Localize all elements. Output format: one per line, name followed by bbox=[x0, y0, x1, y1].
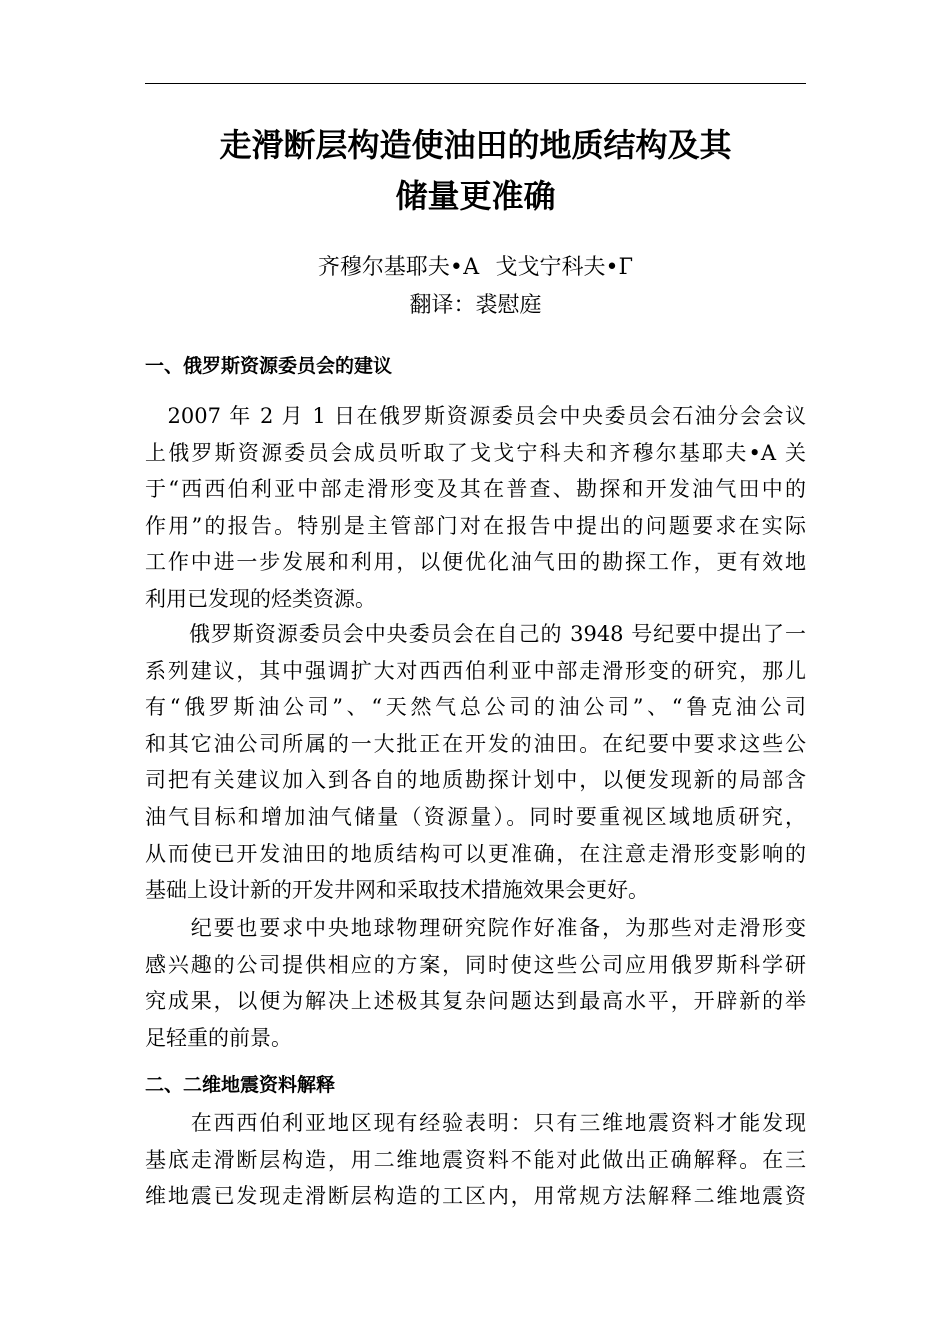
section-heading-1: 一、俄罗斯资源委员会的建议 bbox=[145, 355, 393, 377]
paragraph-line: 在西西伯利亚地区现有经验表明：只有三维地震资料才能发现 bbox=[145, 1111, 806, 1135]
paragraph-line: 系列建议，其中强调扩大对西西伯利亚中部走滑形变的研究，那儿 bbox=[145, 658, 806, 683]
paragraph-line: 油气目标和增加油气储量（资源量）。同时要重视区域地质研究， bbox=[145, 804, 806, 829]
paragraph-1 bbox=[145, 398, 806, 618]
paragraph-line: 有“俄罗斯油公司”、“天然气总公司的油公司”、“鲁克油公司 bbox=[145, 695, 806, 720]
paragraph-line: 基底走滑断层构造，用二维地震资料不能对此做出正确解释。在三 bbox=[145, 1147, 806, 1172]
paragraph-2 bbox=[145, 616, 806, 909]
paragraph-line: 究成果，以便为解决上述极其复杂问题达到最高水平，开辟新的举 bbox=[145, 989, 806, 1014]
translator: 翻译：裘慰庭 bbox=[409, 293, 542, 318]
paragraph-line: 基础上设计新的开发井网和采取技术措施效果会更好。 bbox=[145, 878, 649, 903]
paragraph-line: 和其它油公司所属的一大批正在开发的油田。在纪要中要求这些公 bbox=[145, 731, 806, 756]
paragraph-line: 足轻重的前景。 bbox=[145, 1025, 292, 1050]
paragraph-3 bbox=[145, 910, 806, 1056]
paragraph-line: 作用”的报告。特别是主管部门对在报告中提出的问题要求在实际 bbox=[145, 513, 806, 538]
paragraph-line: 纪要也要求中央地球物理研究院作好准备，为那些对走滑形变 bbox=[145, 916, 806, 940]
title-line-2: 储量更准确 bbox=[395, 177, 556, 215]
paragraph-line: 上俄罗斯资源委员会成员听取了戈戈宁科夫和齐穆尔基耶夫•A 关 bbox=[145, 440, 806, 465]
author-2: 戈戈宁科夫•Г bbox=[495, 255, 634, 280]
author-1: 齐穆尔基耶夫•А bbox=[317, 255, 480, 280]
paragraph-line: 2007 年 2 月 1 日在俄罗斯资源委员会中央委员会石油分会会议 bbox=[145, 404, 806, 428]
section-heading-2: 二、二维地震资料解释 bbox=[145, 1074, 336, 1096]
paragraph-line: 司把有关建议加入到各自的地质勘探计划中，以便发现新的局部含 bbox=[145, 768, 806, 793]
paragraph-line: 于“西西伯利亚中部走滑形变及其在普查、勘探和开发油气田中的 bbox=[145, 477, 806, 502]
paragraph-line: 利用已发现的烃类资源。 bbox=[145, 586, 376, 611]
paragraph-line: 俄罗斯资源委员会中央委员会在自己的 3948 号纪要中提出了一 bbox=[145, 622, 806, 646]
paragraph-line: 从而使已开发油田的地质结构可以更准确，在注意走滑形变影响的 bbox=[145, 841, 806, 866]
header-rule bbox=[145, 83, 806, 84]
paragraph-4 bbox=[145, 1105, 806, 1215]
title-line-1: 走滑断层构造使油田的地质结构及其 bbox=[219, 126, 732, 164]
paragraph-line: 工作中进一步发展和利用，以便优化油气田的勘探工作，更有效地 bbox=[145, 550, 806, 575]
paragraph-line: 维地震已发现走滑断层构造的工区内，用常规方法解释二维地震资 bbox=[145, 1184, 806, 1209]
authors bbox=[145, 250, 806, 286]
paragraph-line: 感兴趣的公司提供相应的方案，同时使这些公司应用俄罗斯科学研 bbox=[145, 952, 806, 977]
